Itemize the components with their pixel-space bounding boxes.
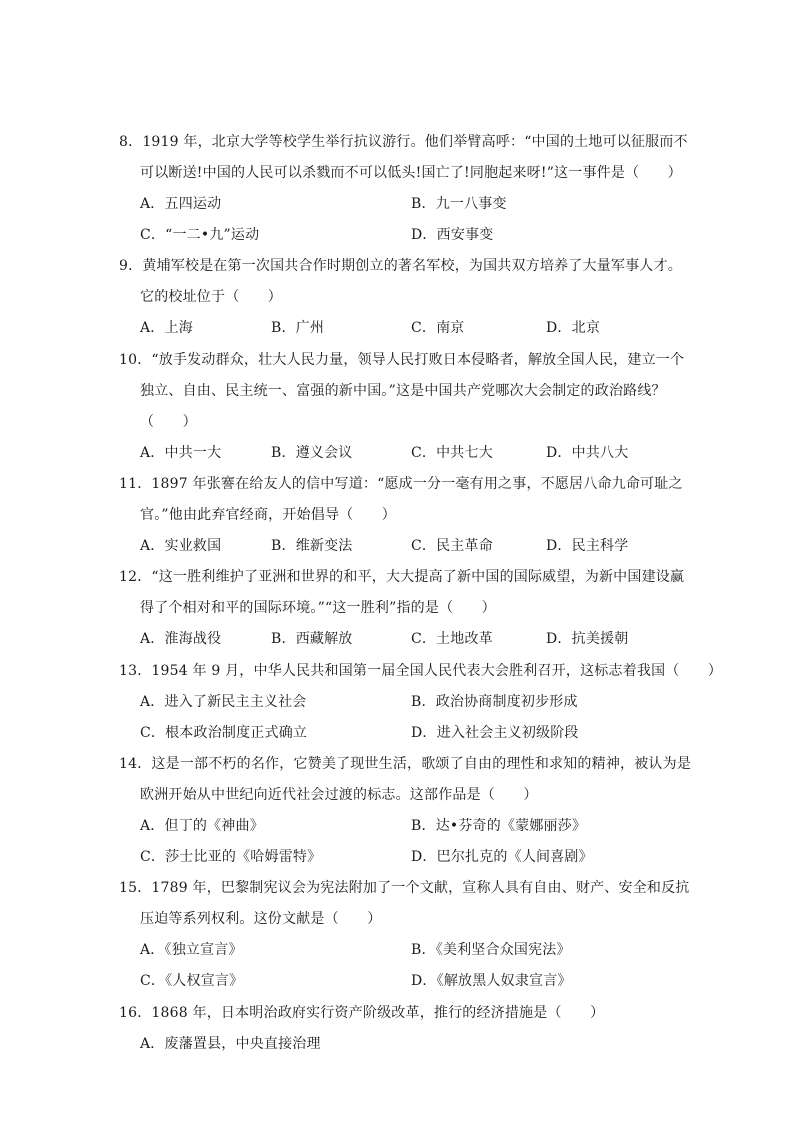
answer-option[interactable]: D．巴尔扎克的《人间喜剧》 xyxy=(411,849,593,865)
answer-option[interactable]: A．上海 xyxy=(140,320,193,337)
question-stem xyxy=(119,749,692,811)
stem-text: “这一胜利维护了亚洲和世界的和平，大大提高了新中国的国际威望，为新中国建设赢 xyxy=(151,569,685,586)
answer-option[interactable]: A．五四运动 xyxy=(140,196,222,212)
stem-text: 黄埔军校是在第一次国共合作时期创立的著名军校，为国共双方培养了大量军事人才。 xyxy=(142,258,682,275)
question-stem xyxy=(119,469,683,531)
answer-option[interactable]: C．土地改革 xyxy=(411,631,493,648)
options-row xyxy=(119,189,679,220)
question-number: 12． xyxy=(119,569,152,586)
question-stem xyxy=(119,127,688,189)
options-row xyxy=(119,966,679,997)
options-row xyxy=(119,718,679,749)
stem-line xyxy=(119,873,690,904)
question-13 xyxy=(119,656,723,749)
options-row xyxy=(119,624,679,655)
question-number: 15． xyxy=(119,880,152,897)
question-stem xyxy=(119,998,679,1029)
answer-option[interactable]: A．《独立宣言》 xyxy=(140,942,243,959)
stem-line xyxy=(119,656,723,687)
stem-line xyxy=(119,562,685,593)
stem-line: （ ） xyxy=(140,413,197,430)
stem-line: 官。”他由此弃官经商，开始倡导（ ） xyxy=(140,507,396,524)
stem-text: “放手发动群众，壮大人民力量，领导人民打败日本侵略者，解放全国人民，建立一个 xyxy=(151,351,685,368)
answer-option[interactable]: A．进入了新民主主义社会 xyxy=(140,693,307,710)
answer-option[interactable]: B．达•芬奇的《蒙娜丽莎》 xyxy=(411,818,587,834)
stem-line: 压迫等系列权利。这份文献是（ ） xyxy=(140,911,382,928)
answer-option[interactable]: B．遵义会议 xyxy=(271,444,353,461)
stem-text: 1897 年张謇在给友人的信中写道：“愿成一分一毫有用之事，不愿居八命九命可耻之 xyxy=(151,476,683,493)
answer-option[interactable]: D．《解放黑人奴隶宣言》 xyxy=(411,973,572,990)
answer-option[interactable]: B．《美利坚合众国宪法》 xyxy=(411,942,571,959)
question-16 xyxy=(119,998,679,1060)
answer-option[interactable]: A．中共一大 xyxy=(140,444,222,461)
question-stem xyxy=(119,251,682,313)
stem-line xyxy=(119,251,682,282)
answer-option[interactable]: D．进入社会主义初级阶段 xyxy=(411,724,579,741)
stem-line xyxy=(119,127,688,158)
question-12 xyxy=(119,562,685,655)
answer-option[interactable]: D．中共八大 xyxy=(546,444,629,461)
answer-option[interactable]: D．抗美援朝 xyxy=(546,631,629,648)
question-stem xyxy=(119,345,685,438)
answer-option[interactable]: A．但丁的《神曲》 xyxy=(140,818,264,834)
question-14 xyxy=(119,749,692,873)
stem-text: 1868 年，日本明治政府实行资产阶级改革，推行的经济措施是（ ） xyxy=(151,1004,605,1021)
answer-option[interactable]: D．北京 xyxy=(546,320,601,337)
stem-line: 欧洲开始从中世纪向近代社会过渡的标志。这部作品是（ ） xyxy=(140,787,538,803)
answer-option[interactable]: C．民主革命 xyxy=(411,538,493,555)
answer-option[interactable]: C．根本政治制度正式确立 xyxy=(140,724,308,741)
stem-line xyxy=(119,345,685,376)
question-stem xyxy=(119,562,685,624)
answer-option[interactable]: C．中共七大 xyxy=(411,444,493,461)
question-stem xyxy=(119,656,723,687)
question-8 xyxy=(119,127,688,251)
stem-text: 这是一部不朽的名作，它赞美了现世生活，歌颂了自由的理性和求知的精神，被认为是 xyxy=(151,756,692,772)
stem-line: 得了个相对和平的国际环境。”“这一胜利”指的是（ ） xyxy=(140,600,496,617)
question-15 xyxy=(119,873,690,997)
answer-option[interactable]: D．民主科学 xyxy=(546,538,629,555)
stem-text: 1919 年，北京大学等校学生举行抗议游行。他们举臂高呼：“中国的土地可以征服而不 xyxy=(142,134,688,150)
answer-option[interactable]: C．《人权宣言》 xyxy=(140,973,244,990)
answer-option[interactable]: B．广州 xyxy=(271,320,325,337)
stem-line: 可以断送!中国的人民可以杀戮而不可以低头!国亡了!同胞起来呀!”这一事件是（ ） xyxy=(140,165,682,181)
options-row xyxy=(119,438,679,469)
answer-option[interactable]: D．西安事变 xyxy=(411,227,494,243)
answer-option[interactable]: B．维新变法 xyxy=(271,538,353,555)
stem-line: 独立、自由、民主统一、富强的新中国。”这是中国共产党哪次大会制定的政治路线？ xyxy=(140,382,666,399)
question-number: 10． xyxy=(119,351,152,368)
stem-text: 1789 年，巴黎制宪议会为宪法附加了一个文献，宣称人具有自由、财产、安全和反抗 xyxy=(151,880,690,897)
question-9 xyxy=(119,251,682,344)
question-number: 16． xyxy=(119,1004,152,1021)
question-number: 9． xyxy=(119,258,143,275)
options-row xyxy=(119,531,679,562)
options-row xyxy=(119,220,679,251)
stem-line: 它的校址位于（ ） xyxy=(140,289,282,306)
answer-option[interactable]: B．西藏解放 xyxy=(271,631,353,648)
question-number: 11． xyxy=(119,476,152,493)
question-number: 14． xyxy=(119,756,152,772)
answer-option[interactable]: C．南京 xyxy=(411,320,465,337)
question-number: 13． xyxy=(119,662,152,679)
stem-line xyxy=(119,998,679,1029)
stem-line xyxy=(119,749,692,780)
question-number: 8． xyxy=(119,134,143,150)
stem-text: 1954 年 9 月，中华人民共和国第一届全国人民代表大会胜利召开，这标志着我国（ ） xyxy=(151,662,723,679)
answer-option[interactable]: B．九一八事变 xyxy=(411,196,507,212)
options-row xyxy=(119,1029,679,1060)
options-row xyxy=(119,842,679,873)
options-row xyxy=(119,935,679,966)
answer-option[interactable]: B．政治协商制度初步形成 xyxy=(411,693,578,710)
answer-option[interactable]: A．实业救国 xyxy=(140,538,222,555)
answer-option[interactable]: C．莎士比亚的《哈姆雷特》 xyxy=(140,849,322,865)
question-11 xyxy=(119,469,683,562)
options-row xyxy=(119,313,679,344)
question-stem xyxy=(119,873,690,935)
answer-option[interactable]: A．废藩置县，中央直接治理 xyxy=(140,1035,321,1052)
stem-line xyxy=(119,469,683,500)
question-10 xyxy=(119,345,685,469)
answer-option[interactable]: A．淮海战役 xyxy=(140,631,222,648)
options-row xyxy=(119,811,679,842)
answer-option[interactable]: C．“一二•九”运动 xyxy=(140,227,260,243)
options-row xyxy=(119,687,679,718)
